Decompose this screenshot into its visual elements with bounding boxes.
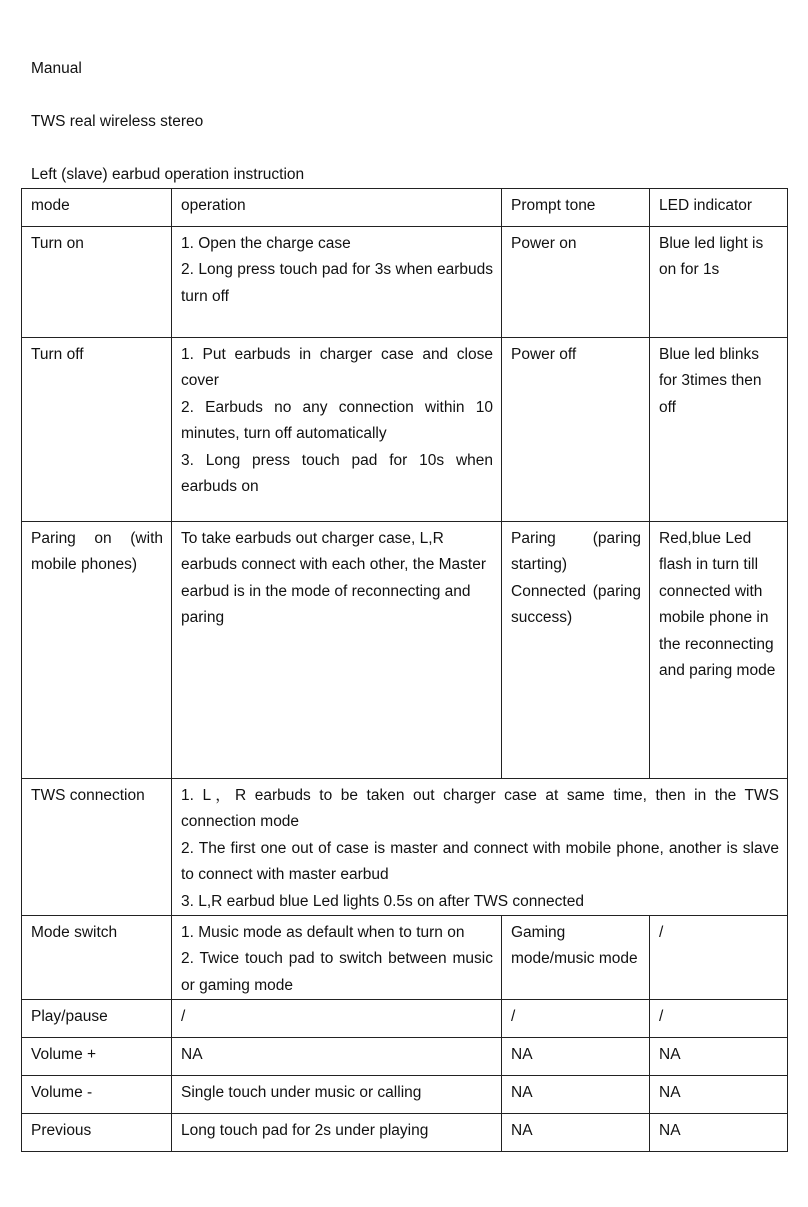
operation-cell — [172, 779, 788, 916]
table-row — [22, 338, 788, 522]
operation-step: To take earbuds out charger case, L,R earbuds connect with each other, the Master earbud is in the mode of reconnecting and paring — [181, 530, 487, 627]
operation-step: Single touch under music or calling — [181, 1084, 422, 1102]
prompt-tone-cell: Power off — [502, 338, 650, 522]
table-row — [22, 1038, 788, 1076]
mode-cell: Turn on — [22, 227, 172, 338]
operation-step: Long touch pad for 2s under playing — [181, 1122, 429, 1140]
led-indicator-cell: NA — [650, 1114, 788, 1152]
table-row — [22, 1076, 788, 1114]
operation-step: 2. Earbuds no any connection within 10 minutes, turn off automatically — [181, 398, 493, 443]
page-subtitle: TWS real wireless stereo — [31, 113, 204, 130]
led-indicator-cell: Red,blue Led flash in turn till connected with mobile phone in the reconnecting and paring mode — [650, 522, 788, 779]
operation-step: 2. The first one out of case is master and connect with mobile phone, another is slave to connect with master earbud — [181, 839, 779, 884]
mode-cell: Volume + — [22, 1038, 172, 1076]
mode-cell: TWS connection — [22, 779, 172, 916]
prompt-tone-cell: NA — [502, 1038, 650, 1076]
prompt-tone-cell: / — [502, 1000, 650, 1038]
operation-table — [21, 188, 788, 1152]
column-header-led-indicator: LED indicator — [650, 189, 788, 227]
operation-step: 2. Twice touch pad to switch between music or gaming mode — [181, 950, 493, 994]
table-header-row — [22, 189, 788, 227]
mode-cell: Play/pause — [22, 1000, 172, 1038]
led-indicator-cell: Blue led light is on for 1s — [650, 227, 788, 338]
prompt-tone-cell: Gaming mode/music mode — [502, 916, 650, 1000]
operation-step: / — [181, 1008, 186, 1026]
operation-cell — [172, 227, 502, 338]
table-row — [22, 916, 788, 1000]
table-caption: Left (slave) earbud operation instruction — [31, 166, 305, 183]
prompt-tone-cell: NA — [502, 1114, 650, 1152]
mode-cell: Paring on (with mobile phones) — [22, 522, 172, 779]
led-indicator-cell: NA — [650, 1038, 788, 1076]
operation-step: 2. Long press touch pad for 3s when earbuds turn off — [181, 261, 493, 305]
led-indicator-cell: / — [650, 1000, 788, 1038]
mode-cell: Mode switch — [22, 916, 172, 1000]
table-row — [22, 779, 788, 916]
operation-step: 3. Long press touch pad for 10s when earbuds on — [181, 451, 493, 496]
prompt-tone-cell: Paring (paring starting) Connected (paring success) — [502, 522, 650, 779]
mode-cell: Previous — [22, 1114, 172, 1152]
operation-cell — [172, 1000, 502, 1038]
prompt-tone-cell: Power on — [502, 227, 650, 338]
page-title: Manual — [31, 60, 82, 77]
operation-step: 1. L，R earbuds to be taken out charger case at same time, then in the TWS connection mode — [181, 787, 779, 831]
led-indicator-cell: / — [650, 916, 788, 1000]
operation-cell — [172, 1076, 502, 1114]
operation-step: 1. Put earbuds in charger case and close cover — [181, 346, 493, 390]
operation-step: NA — [181, 1046, 203, 1064]
column-header-prompt-tone: Prompt tone — [502, 189, 650, 227]
mode-cell: Volume - — [22, 1076, 172, 1114]
operation-step: 1. Open the charge case — [181, 235, 351, 252]
operation-cell — [172, 522, 502, 779]
operation-cell — [172, 916, 502, 1000]
operation-cell — [172, 338, 502, 522]
operation-step: 1. Music mode as default when to turn on — [181, 924, 465, 942]
table-row — [22, 227, 788, 338]
table-row — [22, 522, 788, 779]
operation-cell — [172, 1114, 502, 1152]
mode-cell: Turn off — [22, 338, 172, 522]
led-indicator-cell: NA — [650, 1076, 788, 1114]
led-indicator-cell: Blue led blinks for 3times then off — [650, 338, 788, 522]
column-header-operation: operation — [172, 189, 502, 227]
operation-step: 3. L,R earbud blue Led lights 0.5s on after TWS connected — [181, 892, 584, 910]
operation-cell — [172, 1038, 502, 1076]
table-row — [22, 1114, 788, 1152]
table-row — [22, 1000, 788, 1038]
prompt-tone-cell: NA — [502, 1076, 650, 1114]
column-header-mode: mode — [22, 189, 172, 227]
